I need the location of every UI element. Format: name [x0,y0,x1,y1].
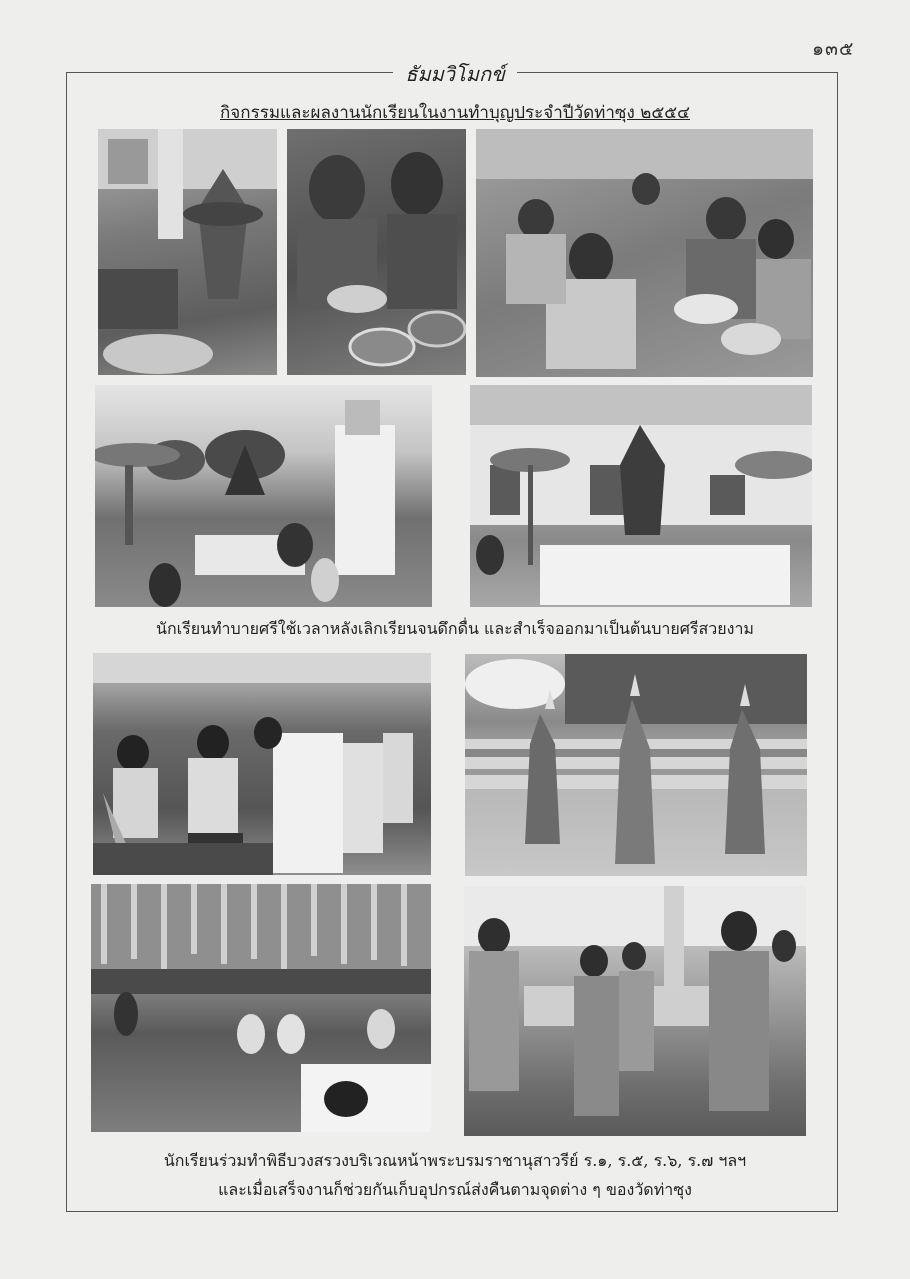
journal-name-text: ธัมมวิโมกข์ [393,62,517,86]
photo-decorated-hall [91,884,431,1132]
photo-khon-dance-performance [465,654,807,876]
photo-students-making-bai-si [287,129,466,375]
journal-name [0,58,910,90]
caption-ceremony-line1: นักเรียนร่วมทำพิธีบวงสรวงบริเวณหน้าพระบรมราชานุสาวรีย์ ร.๑, ร.๕, ร.๖, ร.๗ ฯลฯ [163,1151,747,1170]
photo-students-clearing-tables [464,886,806,1136]
photo-bai-si-display-table [470,385,812,607]
photo-group-working-on-floor [476,129,813,377]
photo-bai-si-at-monument [95,385,432,607]
photo-school-band [93,653,431,875]
page-number: ๑๓๕ [812,38,855,60]
caption-bai-si: นักเรียนทำบายศรีใช้เวลาหลังเลิกเรียนจนดึกดื่น และสำเร็จออกมาเป็นต้นบายศรีสวยงาม [156,619,754,638]
page-heading: กิจกรรมและผลงานนักเรียนในงานทำบุญประจำปีวัดท่าซุง ๒๕๕๔ [220,103,690,123]
caption-ceremony-line2: และเมื่อเสร็จงานก็ช่วยกันเก็บอุปกรณ์ส่งคืนตามจุดต่าง ๆ ของวัดท่าซุง [218,1180,692,1199]
photo-bai-si-offering [98,129,277,375]
